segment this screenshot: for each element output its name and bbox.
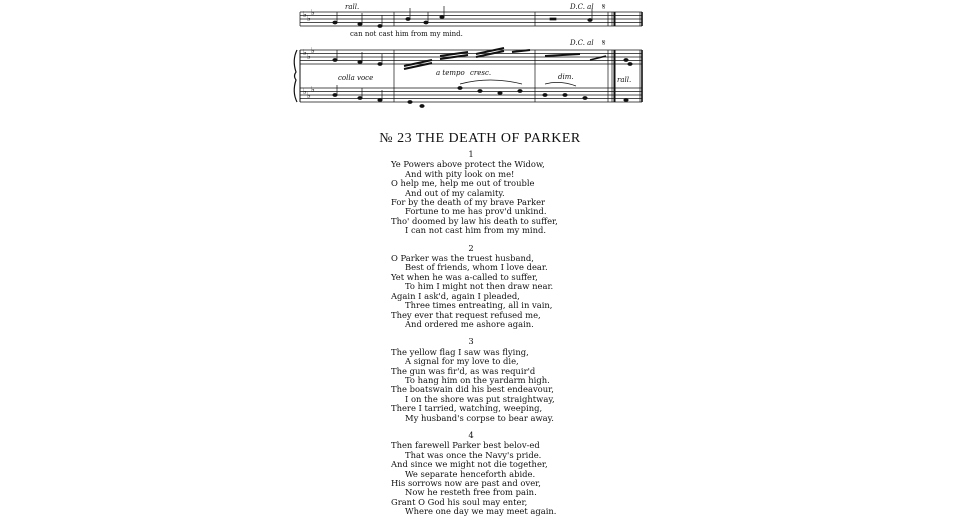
verse-line: Now he resteth free from pain. xyxy=(405,487,537,498)
verse-line: Again I ask'd, again I pleaded, xyxy=(391,290,520,301)
svg-text:♭: ♭ xyxy=(307,52,311,61)
verse-line: There I tarried, watching, weeping, xyxy=(391,403,543,414)
verse-line: And ordered me ashore again. xyxy=(405,318,534,329)
svg-text:♭: ♭ xyxy=(307,91,311,100)
segno-icon-2: 𝄋 xyxy=(602,38,606,47)
verse-line: To hang him on the yardarm high. xyxy=(405,374,550,385)
stanza-number: 4 xyxy=(468,429,474,440)
poem xyxy=(391,150,591,525)
stanza-number: 2 xyxy=(468,242,474,253)
score-lyric: can not cast him from my mind. xyxy=(350,30,463,38)
verse-line: My husband's corpse to bear away. xyxy=(405,412,554,423)
stanza xyxy=(391,337,591,423)
verse-line: A signal for my love to die, xyxy=(405,356,519,367)
svg-text:♭: ♭ xyxy=(307,14,311,23)
verse-line: Three times entreating, all in vain, xyxy=(405,300,553,311)
verse-line: And with pity look on me! xyxy=(405,168,515,179)
song-title: № 23 THE DEATH OF PARKER xyxy=(379,131,581,146)
verse-line: The gun was fir'd, as was requir'd xyxy=(391,365,536,376)
verse-line: Grant O God his soul may enter, xyxy=(391,496,528,507)
piano-bass-notes xyxy=(333,85,628,108)
verse-line: They ever that request refused me, xyxy=(391,309,541,320)
piano-treble-staff xyxy=(300,50,642,64)
stanza-number: 3 xyxy=(468,336,474,347)
verse-line: Where one day we may meet again. xyxy=(405,506,557,517)
verse-line: Tho' doomed by law his death to suffer, xyxy=(391,215,558,226)
rall-mark-bottom: rall. xyxy=(617,76,632,84)
voice-notes xyxy=(333,6,592,28)
dc-al-mark-2: D.C. al xyxy=(570,39,594,47)
verse-line: And since we might not die together, xyxy=(391,459,548,470)
verse-line: We separate henceforth abide. xyxy=(405,468,536,479)
verse-line: I can not cast him from my mind. xyxy=(405,225,546,236)
verse-line: O Parker was the truest husband, xyxy=(391,253,534,264)
verse-line: Best of friends, whom I love dear. xyxy=(405,262,548,273)
verse-line: For by the death of my brave Parker xyxy=(391,197,546,208)
piano-brace xyxy=(294,50,297,102)
dim-mark: dim. xyxy=(558,73,574,81)
segno-icon: 𝄋 xyxy=(602,2,606,11)
cresc-mark: cresc. xyxy=(470,69,492,77)
verse-line: The yellow flag I saw was flying, xyxy=(391,346,529,357)
stanza xyxy=(391,431,591,517)
a-tempo-mark: a tempo xyxy=(436,69,465,77)
verse-line: I on the shore was put straightway, xyxy=(405,393,555,404)
colla-voce-mark: colla voce xyxy=(338,74,374,82)
key-signature xyxy=(303,8,315,100)
svg-text:♭: ♭ xyxy=(303,10,307,19)
svg-text:♭: ♭ xyxy=(311,46,315,55)
verse-line: His sorrows now are past and over, xyxy=(391,478,541,488)
stanza-number: 1 xyxy=(468,149,474,159)
svg-text:♭: ♭ xyxy=(303,48,307,57)
svg-text:♭: ♭ xyxy=(311,85,315,94)
verse-line: Yet when he was a-called to suffer, xyxy=(391,271,538,282)
dc-al-mark: D.C. al xyxy=(570,3,594,11)
verse-line: Fortune to me has prov'd unkind. xyxy=(405,206,547,217)
stanza xyxy=(391,244,591,330)
rall-mark-top: rall. xyxy=(345,3,360,11)
svg-text:♭: ♭ xyxy=(303,87,307,96)
verse-line: To him I might not then draw near. xyxy=(405,281,554,292)
verse-line: The boatswain did his best endeavour, xyxy=(391,384,554,395)
verse-line: O help me, help me out of trouble xyxy=(391,178,535,189)
stanza xyxy=(391,150,591,236)
verse-line: That was once the Navy's pride. xyxy=(405,449,542,460)
piano-bass-staff xyxy=(300,88,642,102)
verse-line: And out of my calamity. xyxy=(405,187,505,198)
verse-line: Then farewell Parker best belov-ed xyxy=(391,440,540,451)
svg-text:♭: ♭ xyxy=(311,8,315,17)
music-score xyxy=(290,0,650,120)
piano-treble-notes xyxy=(333,48,632,69)
verse-line: Ye Powers above protect the Widow, xyxy=(391,159,545,170)
